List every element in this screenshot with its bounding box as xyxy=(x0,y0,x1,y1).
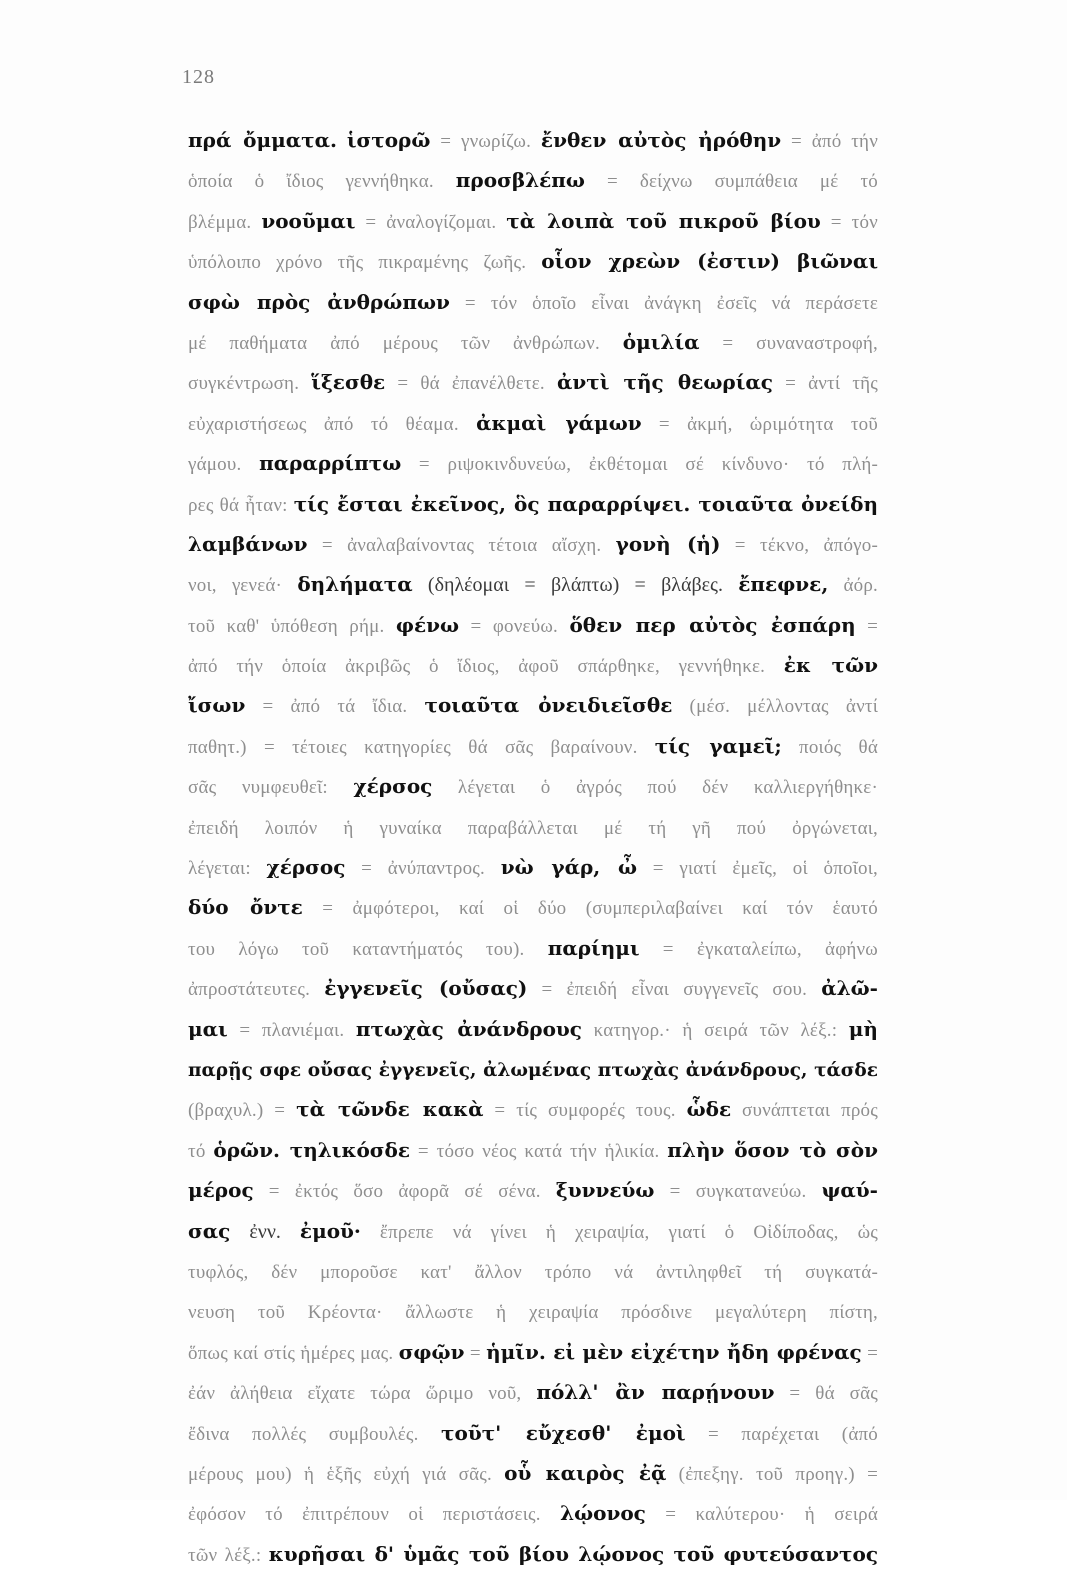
text-line xyxy=(188,1413,878,1453)
gloss-text: (δηλέομαι = βλάπτω) = βλάβες. xyxy=(412,574,739,597)
gloss-text: (ἐπεξηγ. τοῦ προηγ.) = xyxy=(666,1463,878,1485)
lemma-term: χέρσος xyxy=(353,774,433,799)
lemma-term: τοῦτ' εὔχεσθ' ἐμοὶ xyxy=(441,1420,686,1445)
lemma-term: παραρρίπτω xyxy=(259,451,402,476)
gloss-text: = θά σᾶς xyxy=(774,1383,879,1405)
gloss-text: = ἐγκαταλείπω, ἀφήνω xyxy=(639,938,878,960)
lemma-term: τοιαῦτα ὀνειδιεῖσθε xyxy=(424,693,673,718)
gloss-text: μέρους μου) ἡ ἑξῆς εὐχή γιά σᾶς. xyxy=(188,1463,505,1485)
gloss-text: ἔδινα πολλές συμβουλές. xyxy=(188,1423,442,1445)
text-line xyxy=(188,847,878,887)
lemma-term: ἐκ τῶν xyxy=(783,653,878,678)
gloss-text: λέγεται: xyxy=(188,858,267,880)
commentary-text xyxy=(188,120,878,1574)
lemma-term: ἔνθεν αὐτὸς ἠρόθην xyxy=(540,128,782,152)
gloss-text: = τέκνο, ἀπόγο- xyxy=(720,534,879,556)
lemma-term: λῴονος xyxy=(560,1501,646,1526)
text-line xyxy=(188,1009,878,1049)
text-line xyxy=(188,645,878,685)
lemma-term: πλὴν ὅσον τὸ σὸν xyxy=(667,1137,878,1162)
gloss-text: = xyxy=(464,1342,487,1364)
lemma-term: σφὼ πρὸς ἀνθρώπων xyxy=(188,289,450,314)
gloss-text: ρες θά ἦταν: xyxy=(188,494,294,516)
text-line xyxy=(188,524,878,564)
text-line xyxy=(188,484,878,524)
lemma-term: τίς γαμεῖ; xyxy=(654,733,782,758)
gloss-text: = ἀκμή, ὡριμότητα τοῦ xyxy=(641,413,878,435)
gloss-text: = ριψοκινδυνεύω, ἐκθέτομαι σέ κίνδυνο· τό πλή- xyxy=(401,454,878,476)
text-line xyxy=(188,160,878,200)
gloss-text: = xyxy=(861,1342,879,1364)
text-line xyxy=(188,928,878,968)
lemma-term: ὁρῶν. τηλικόσδε xyxy=(213,1137,411,1162)
lemma-term: ἔπεφνε, xyxy=(738,572,829,597)
lemma-term: μέρος xyxy=(188,1178,254,1203)
lemma-term: ὅθεν περ αὐτὸς ἐσπάρη xyxy=(569,612,856,637)
text-line xyxy=(188,564,878,604)
text-line xyxy=(188,362,878,402)
lemma-term: σφῷν xyxy=(398,1339,465,1364)
text-line xyxy=(188,1049,878,1089)
gloss-text: = συναναστροφή, xyxy=(699,332,878,354)
gloss-text: (βραχυλ.) = xyxy=(188,1100,297,1122)
lemma-term: γονὴ (ἡ) xyxy=(615,531,721,556)
lemma-term: ἀκμαὶ γάμων xyxy=(476,410,642,435)
text-line xyxy=(188,1211,878,1251)
text-line xyxy=(188,443,878,483)
lemma-term: λαμβάνων xyxy=(188,531,308,556)
gloss-text: = ἀντί τῆς xyxy=(772,373,879,395)
lemma-term: χέρσος xyxy=(266,855,346,880)
lemma-term: ἀλῶ- xyxy=(821,976,878,1001)
gloss-text: ἀόρ. xyxy=(828,575,879,597)
gloss-text: = ἐπειδή εἶναι συγγενεῖς σου. xyxy=(527,979,822,1001)
text-line xyxy=(188,1453,878,1493)
gloss-text: κατηγορ.· ἡ σειρά τῶν λέξ.: xyxy=(581,1019,849,1041)
lemma-term: ἐμοῦ· xyxy=(299,1218,361,1243)
text-line xyxy=(188,1372,878,1412)
gloss-text: = παρέχεται (ἀπό xyxy=(685,1423,878,1445)
text-line xyxy=(188,1291,878,1331)
text-line xyxy=(188,322,878,362)
gloss-text: του λόγω τοῦ καταντήματός του). xyxy=(188,938,548,960)
gloss-text: ὑπόλοιπο χρόνο τῆς πικραμένης ζωῆς. xyxy=(188,252,542,274)
gloss-text: τό xyxy=(188,1140,214,1162)
gloss-text: = δείχνω συμπάθεια μέ τό xyxy=(584,171,878,193)
text-line xyxy=(188,685,878,725)
lemma-term: ἡμῖν. εἰ μὲν εἰχέτην ἤδη φρένας xyxy=(486,1339,862,1364)
gloss-text: συγκέντρωση. xyxy=(188,373,312,395)
gloss-text: λέγεται ὁ ἀγρός πού δέν καλλιεργήθηκε· xyxy=(432,777,878,799)
gloss-text: τυφλός, δέν μποροῦσε κατ' ἄλλον τρόπο νά ἀντιληφθεῖ τή συγκατά- xyxy=(188,1261,878,1283)
gloss-text: = ἀπό τήν xyxy=(781,131,878,152)
gloss-text: ἔπρεπε νά γίνει ἡ χειραψία, γιατί ὁ Οἰδίποδας, ὡς xyxy=(360,1221,878,1243)
lemma-term: οὗ καιρὸς ἐᾷ xyxy=(504,1460,667,1485)
gloss-text: (μέσ. μέλλοντας ἀντί xyxy=(672,696,879,718)
text-line xyxy=(188,968,878,1008)
lemma-term: ἵξεσθε xyxy=(311,370,386,395)
lemma-term: προσβλέπω xyxy=(455,168,585,193)
page-number: 128 xyxy=(182,66,215,88)
lemma-term: δηλήματα xyxy=(297,572,413,597)
gloss-text: = πλανιέμαι. xyxy=(227,1019,356,1041)
lemma-term: τίς ἔσται ἐκεῖνος, ὃς παραρρίψει. τοιαῦτα ὀνείδη xyxy=(293,491,878,516)
gloss-text: = γιατί ἐμεῖς, οἱ ὁποῖοι, xyxy=(637,858,878,880)
lemma-term: μὴ xyxy=(848,1016,878,1041)
text-line xyxy=(188,1534,878,1574)
text-line xyxy=(188,605,878,645)
lemma-term: νοοῦμαι xyxy=(261,208,356,233)
lemma-term: ἴσων xyxy=(188,693,246,718)
gloss-text: ἀπό τήν ὁποία ἀκριβῶς ὁ ἴδιος, ἀφοῦ σπάρθηκε, γεννήθηκε. xyxy=(188,656,784,678)
lemma-term: ὧδε xyxy=(686,1097,732,1122)
gloss-text: = ἀναλαβαίνοντας τέτοια αἴσχη. xyxy=(307,534,616,556)
lemma-term: κυρῆσαι δ' ὑμᾶς τοῦ βίου λῴονος τοῦ φυτεύσαντος xyxy=(268,1541,879,1566)
gloss-text: ἐφόσον τό ἐπιτρέπουν οἱ περιστάσεις. xyxy=(188,1504,561,1526)
gloss-text: μέ παθήματα ἀπό μέρους τῶν ἀνθρώπων. xyxy=(188,332,623,354)
text-line xyxy=(188,1251,878,1291)
gloss-text: παθητ.) = τέτοιες κατηγορίες θά σᾶς βαραίνουν. xyxy=(188,736,655,758)
text-line xyxy=(188,1493,878,1533)
gloss-text: = ἀπό τά ἴδια. xyxy=(245,696,425,718)
text-line xyxy=(188,120,878,160)
lemma-term: μαι xyxy=(188,1016,228,1041)
lemma-term: παρῇς σφε οὔσας ἐγγενεῖς, ἀλωμένας πτωχὰς ἀνάνδρους, τάσδε xyxy=(188,1059,878,1081)
gloss-text: = τόν xyxy=(820,211,878,233)
text-line xyxy=(188,1332,878,1372)
gloss-text: = θά ἐπανέλθετε. xyxy=(385,373,558,395)
lemma-term: ὁμιλία xyxy=(622,329,700,354)
gloss-text: γάμου. xyxy=(188,454,260,476)
gloss-text: ἀπροστάτευτες. xyxy=(188,979,325,1001)
lemma-term: πρά ὄμματα. xyxy=(188,128,337,152)
gloss-text: σᾶς νυμφευθεῖ: xyxy=(188,777,354,799)
text-line xyxy=(188,201,878,241)
gloss-text: = τίς συμφορές τους. xyxy=(483,1100,687,1122)
gloss-text: = ἀμφότεροι, καί οἱ δύο (συμπεριλαβαίνει καί τόν ἑαυτό xyxy=(302,898,878,920)
lemma-term: ἐγγενεῖς (οὔσας) xyxy=(324,976,528,1001)
gloss-text: τοῦ καθ' ὑπόθεση ρήμ. xyxy=(188,615,396,637)
gloss-text: συνάπτεται πρός xyxy=(731,1100,878,1122)
text-line xyxy=(188,726,878,766)
gloss-text: = τόσο νέος κατά τήν ἡλικία. xyxy=(410,1140,668,1162)
gloss-text: = καλύτερου· ἡ σειρά xyxy=(645,1504,878,1526)
lemma-term: παρίημι xyxy=(547,935,640,960)
lemma-term: πτωχὰς ἀνάνδρους xyxy=(355,1016,582,1041)
gloss-text: νοι, γενεά· xyxy=(188,575,298,597)
gloss-text: ἐάν ἀλήθεια εἴχατε τώρα ὥριμο νοῦ, xyxy=(188,1383,537,1405)
text-line xyxy=(188,887,878,927)
lemma-term: ψαύ- xyxy=(821,1178,878,1203)
text-line xyxy=(188,766,878,806)
text-line xyxy=(188,403,878,443)
gloss-text: = συγκατανεύω. xyxy=(654,1181,822,1203)
gloss-text: νευση τοῦ Κρέοντα· ἄλλωστε ἡ χειραψία πρόσδινε μεγαλύτερη πίστη, xyxy=(188,1302,878,1324)
lemma-term: οἷον χρεὼν (ἐστιν) βιῶναι xyxy=(541,249,878,274)
gloss-text: = γνωρίζω. xyxy=(430,131,541,152)
gloss-text: βλέμμα. xyxy=(188,211,262,233)
lemma-term: τὰ τῶνδε κακὰ xyxy=(296,1097,484,1122)
gloss-text: τῶν λέξ.: xyxy=(188,1544,269,1566)
text-line xyxy=(188,241,878,281)
text-line xyxy=(188,1130,878,1170)
gloss-text xyxy=(337,131,347,152)
lemma-term: πόλλ' ἂν παρῄνουν xyxy=(536,1380,775,1405)
text-line xyxy=(188,807,878,847)
gloss-text: ὁποία ὁ ἴδιος γεννήθηκα. xyxy=(188,171,456,193)
text-line xyxy=(188,1170,878,1210)
gloss-text: = xyxy=(855,615,878,637)
lemma-term: ἀντὶ τῆς θεωρίας xyxy=(557,370,773,395)
gloss-text: εὐχαριστήσεως ἀπό τό θέαμα. xyxy=(188,413,477,435)
lemma-term: δύο ὄντε xyxy=(188,895,303,920)
lemma-term: νὼ γάρ, ὦ xyxy=(500,855,638,880)
gloss-text: ἐπειδή λοιπόν ἡ γυναίκα παραβάλλεται μέ τή γῆ πού ὀργώνεται, xyxy=(188,817,878,839)
text-line xyxy=(188,1089,878,1129)
gloss-text: ὅπως καί στίς ἡμέρες μας. xyxy=(188,1342,399,1364)
text-line xyxy=(188,282,878,322)
gloss-text: = φονεύω. xyxy=(459,615,570,637)
lemma-term: ἱστορῶ xyxy=(346,128,431,152)
lemma-term: φένω xyxy=(395,612,460,637)
gloss-text: ἐνν. xyxy=(230,1220,300,1243)
gloss-text: = ἀναλογίζομαι. xyxy=(355,211,507,233)
gloss-text: ποιός θά xyxy=(781,736,878,758)
lemma-term: ξυννεύω xyxy=(555,1178,655,1203)
lemma-term: τὰ λοιπὰ τοῦ πικροῦ βίου xyxy=(506,208,821,233)
lemma-term: σας xyxy=(188,1218,231,1243)
gloss-text: = ἀνύπαντρος. xyxy=(345,858,501,880)
gloss-text: = ἐκτός ὅσο ἀφορᾶ σέ σένα. xyxy=(253,1181,556,1203)
gloss-text: = τόν ὁποῖο εἶναι ἀνάγκη ἐσεῖς νά περάσετε xyxy=(449,292,879,314)
